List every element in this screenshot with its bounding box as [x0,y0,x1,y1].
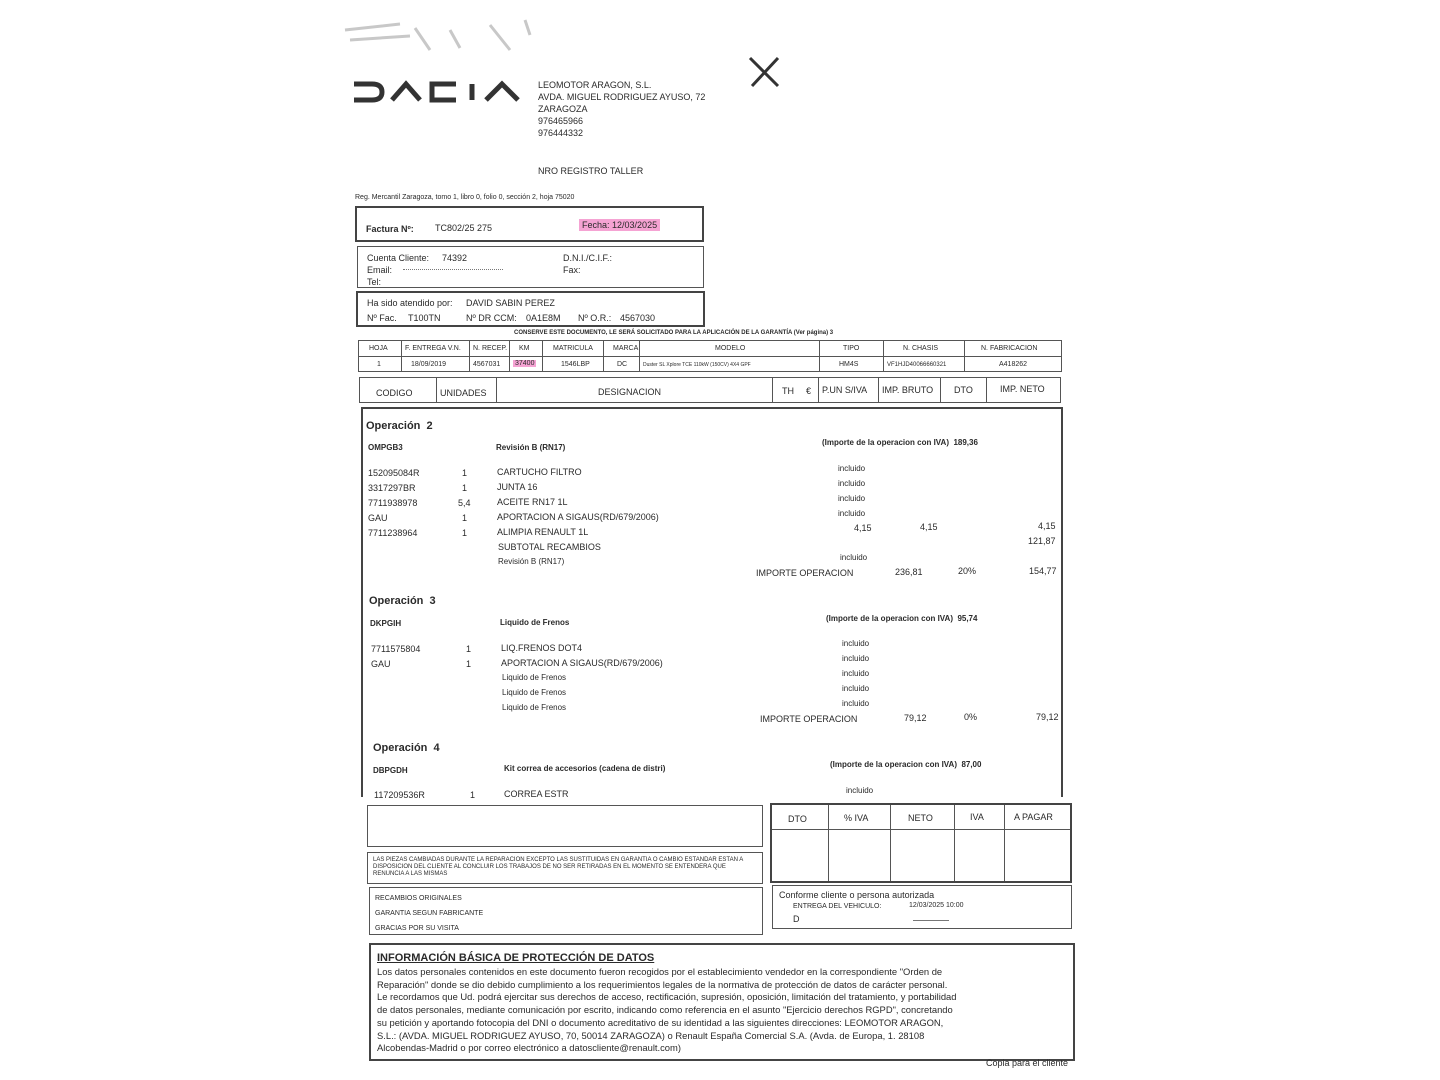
col-pun: P.UN S/IVA [822,385,868,395]
vh-fabricacion: N. FABRICACION [981,345,1038,352]
op4-title: Operación 4 [373,742,440,754]
col-imp-bruto: IMP. BRUTO [882,385,934,395]
privacy-line-3: de datos personales, mediante comunicación por escrito, indicando como referencia en el asunto "Ejercicio derechos RGPD", concretando [377,1004,953,1016]
op3-name: Liquido de Frenos [500,618,570,627]
invoice-number-box [355,206,704,242]
vv-tipo: HM4S [839,361,859,368]
warranty-note: CONSERVE ESTE DOCUMENTO, LE SERÁ SOLICITADO PARA LA APLICACIÓN DE LA GARANTÍA (Ver página) 3 [514,330,834,336]
footer-line-1: GARANTIA SEGUN FABRICANTE [375,910,484,917]
company-city: ZARAGOZA [538,104,588,114]
vehicle-table [358,340,1062,372]
tel-label: Tel: [367,277,382,287]
op3-importe: (Importe de la operacion con IVA) 95,74 [826,614,978,623]
vh-fentrega: F. ENTREGA V.N. [405,345,461,352]
totals-iva: IVA [970,812,984,822]
company-address [538,79,705,139]
totals-piva: % IVA [844,813,869,823]
op3-code: DKPGIH [370,619,402,628]
col-imp-neto: IMP. NETO [1000,384,1045,394]
privacy-box [369,943,1075,1061]
cuenta-value: 74392 [442,253,468,263]
vv-fabricacion: A418262 [999,361,1028,368]
privacy-line-0: Los datos personales contenidos en este documento fueron recogidos por el establecimiento vendedor en la correspondiente "Orden de [377,966,943,977]
vh-chasis: N. CHASIS [903,345,939,352]
vh-km: KM [519,345,530,352]
parts-note: LAS PIEZAS CAMBIADAS DURANTE LA REPARACION EXCEPTO LAS SUSTITUIDAS EN GARANTIA O CAMBIO ESTANDAR ESTAN A DISPOSICION DEL CLIENTE AL CONCLUIR LOS TRABAJOS DE NO SER RETIRADAS EN EL MOMENTO SE ENTENDERA QUE RENUNCIA A LAS MISMAS [373,857,743,877]
vv-chasis: VF1HJD40066660321 [887,362,947,368]
col-codigo: CODIGO [376,388,413,398]
vv-matricula: 1546LBP [561,361,590,368]
company-street: AVDA. MIGUEL RODRIGUEZ AYUSO, 72 [538,92,706,102]
fax-label: Fax: [563,265,581,275]
attended-label: Ha sido atendido por: [367,298,453,308]
totals-table [770,803,1072,883]
nor-value: 4567030 [620,313,656,323]
vh-matricula: MATRICULA [553,345,593,352]
registro-taller: NRO REGISTRO TALLER [538,166,644,176]
vv-hoja: 1 [377,361,381,368]
x-mark-icon [746,54,782,90]
privacy-line-6: Alcobendas-Madrid o por correo electrónico a datoscliente@renault.com) [377,1042,681,1054]
col-th: TH [782,386,794,396]
vh-modelo: MODELO [715,345,746,352]
totals-dto: DTO [788,814,807,824]
col-euro: € [806,386,812,396]
nor-label: Nº O.R.: [578,313,612,323]
dacia-logo [352,80,528,104]
col-unidades: UNIDADES [440,388,487,398]
vv-nrecep: 4567031 [473,361,501,368]
op2-title: Operación 2 [366,420,433,432]
handwritten-scribble [340,10,550,60]
fecha-value: 12/03/2025 [612,220,658,230]
email-redacted [403,269,503,270]
op4-name: Kit correa de accesorios (cadena de distri) [504,764,666,773]
privacy-line-2: Le recordamos que Ud. podrá ejercitar sus derechos de acceso, rectificación, supresión, oposición, limitación del tratamiento, y portabilidad [377,991,957,1003]
op2-importe: (Importe de la operacion con IVA) 189,36 [822,438,978,447]
col-designacion: DESIGNACION [598,387,662,397]
factura-label: Factura Nº: [366,224,414,234]
vv-km: 37400 [515,360,535,367]
signature-line [913,920,949,921]
privacy-line-1: Reparación" donde se dio debido cumplimiento a los requerimientos legales de la normativa de protección de datos de carácter personal. [377,978,948,990]
parts-note-box [367,852,763,884]
privacy-line-4: su petición y aportando fotocopia del DNI o documento acreditativo de su identidad a las siguientes direcciones: LEOMOTOR ARAGON, [377,1016,944,1028]
footer-notes-box [369,887,763,935]
col-dto: DTO [954,385,973,395]
totals-neto: NETO [908,813,933,823]
vh-tipo: TIPO [843,345,860,352]
reg-mercantil: Reg. Mercantil Zaragoza, tomo 1, libro 0, folio 0, sección 2, hoja 75020 [355,194,575,201]
company-phone: 976465966 [538,116,584,126]
op3-title: Operación 3 [369,595,436,607]
copy-label: Copia para el cliente [986,1058,1069,1068]
dni-label: D.N.I./C.I.F.: [563,253,613,263]
vh-marca: MARCA [613,345,639,352]
footer-line-0: RECAMBIOS ORIGINALES [375,895,462,902]
op2-code: OMPGB3 [368,443,403,452]
op4-code: DBPGDH [373,766,408,775]
nfac-value: T100TN [408,313,441,323]
lines-body [361,407,1063,797]
ndr-label: Nº DR CCM: [466,313,517,323]
footer-line-2: GRACIAS POR SU VISITA [375,925,459,932]
entrega-label: ENTREGA DEL VEHICULO: [793,903,882,910]
op2-name: Revisión B (RN17) [496,443,566,452]
client-box [357,246,704,288]
vv-marca: DC [617,361,628,368]
factura-number: TC802/25 275 [435,223,493,233]
fecha-highlight [579,219,660,231]
observations-box [367,805,763,847]
company-name: LEOMOTOR ARAGON, S.L. [538,80,652,90]
fecha-label: Fecha: [582,220,610,230]
lines-header [359,377,1061,403]
vh-nrecep: N. RECEP. [473,345,508,352]
privacy-text [377,966,1067,1055]
privacy-title: INFORMACIÓN BÁSICA DE PROTECCIÓN DE DATOS [377,952,655,964]
vv-modelo: Duster SL Xplore TCE 110kW (150CV) 4X4 GPF [643,362,751,368]
totals-apagar: A PAGAR [1014,812,1053,822]
ndr-value: 0A1E8M [526,313,561,323]
entrega-fecha: 12/03/2025 10:00 [909,902,964,909]
attended-box [356,291,705,327]
vh-hoja: HOJA [369,345,388,352]
nfac-label: Nº Fac. [367,313,397,323]
vv-fentrega: 18/09/2019 [411,361,447,368]
signature-d: D [793,914,800,924]
cuenta-label: Cuenta Cliente: [367,253,430,263]
company-fax: 976444332 [538,128,584,138]
conforme-label: Conforme cliente o persona autorizada [779,890,935,900]
attended-name: DAVID SABIN PEREZ [466,298,555,308]
op4-importe: (Importe de la operacion con IVA) 87,00 [830,760,982,769]
email-label: Email: [367,265,393,275]
privacy-line-5: S.L.: (AVDA. MIGUEL RODRIGUEZ AYUSO, 70, 50014 ZARAGOZA) o Renault España Comercial S.A. (Avda. de Europa, 1. 28108 [377,1029,925,1041]
signature-box [772,885,1072,929]
